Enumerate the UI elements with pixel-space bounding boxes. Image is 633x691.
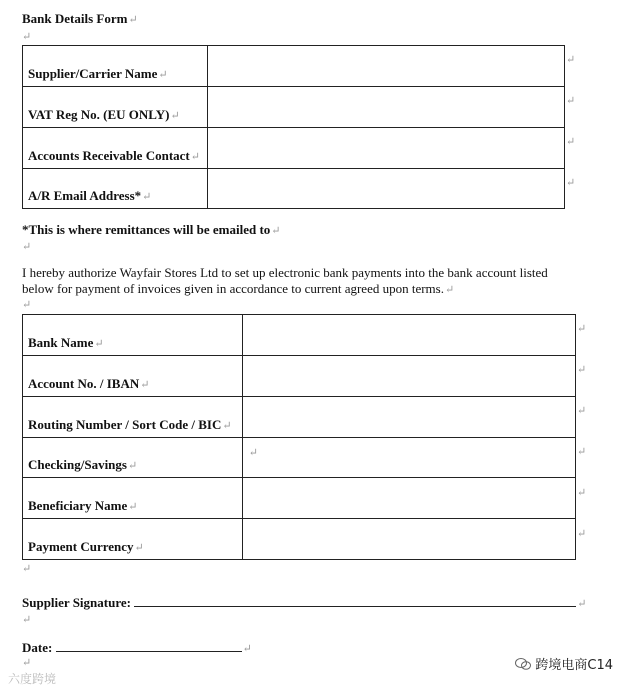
paragraph-mark-icon: ↵ [22,31,32,43]
row-end-mark-icon: ↵ [577,446,587,458]
row-end-mark-icon: ↵ [566,54,576,66]
paragraph-mark-icon: ↵ [128,501,138,513]
bank-name-label: Bank Name↵ [23,315,243,356]
date-row [22,637,252,656]
row-end-mark-icon: ↵ [577,487,587,499]
table-row [23,438,576,478]
table-row [23,356,576,397]
supplier-details-table [22,45,565,209]
paragraph-mark-icon: ↵ [22,241,32,253]
paragraph-mark-icon: ↵ [142,191,152,203]
paragraph-mark-icon: ↵ [22,299,32,311]
ar-email-label: A/R Email Address*↵ [23,169,208,209]
row-end-mark-icon: ↵ [577,323,587,335]
wechat-icon [515,658,531,670]
paragraph-mark-icon: ↵ [222,420,232,432]
paragraph-mark-icon: ↵ [94,338,104,350]
date-label: Date: [22,640,53,655]
ar-contact-field[interactable] [207,128,564,169]
paragraph-mark-icon: ↵ [577,598,587,610]
payment-currency-label: Payment Currency↵ [23,519,243,560]
authorization-text: I hereby authorize Wayfair Stores Ltd to set up electronic bank payments into the bank account listed below for payment of invoices given in accordance to current agreed upon terms.↵ [22,265,548,296]
beneficiary-name-label: Beneficiary Name↵ [23,478,243,519]
watermark-left: 六度跨境 [8,672,57,686]
routing-number-field[interactable] [242,397,575,438]
paragraph-mark-icon: ↵ [22,563,32,575]
checking-savings-field[interactable] [242,438,575,478]
row-end-mark-icon: ↵ [566,136,576,148]
row-end-mark-icon: ↵ [566,177,576,189]
table-row [23,519,576,560]
bank-name-field[interactable] [242,315,575,356]
signature-line[interactable] [134,592,576,607]
checking-savings-label: Checking/Savings↵ [23,438,243,478]
ar-contact-label: Accounts Receivable Contact↵ [23,128,208,169]
row-end-mark-icon: ↵ [577,405,587,417]
row-end-mark-icon: ↵ [577,364,587,376]
row-end-mark-icon: ↵ [566,95,576,107]
supplier-name-field[interactable] [207,46,564,87]
date-line[interactable] [56,637,242,652]
routing-number-label: Routing Number / Sort Code / BIC↵ [23,397,243,438]
table-row [23,478,576,519]
beneficiary-name-field[interactable] [242,478,575,519]
paragraph-mark-icon: ↵ [444,284,455,296]
table-row [23,169,565,209]
account-no-field[interactable] [242,356,575,397]
paragraph-mark-icon: ↵ [158,69,168,81]
paragraph-mark-icon: ↵ [248,447,258,459]
bank-details-table [22,314,576,560]
paragraph-mark-icon: ↵ [134,542,144,554]
paragraph-mark-icon: ↵ [242,643,252,655]
paragraph-mark-icon: ↵ [22,657,32,669]
table-row [23,46,565,87]
paragraph-mark-icon: ↵ [22,614,32,626]
signature-row [22,592,586,611]
ar-email-field[interactable] [207,169,564,209]
form-title: Bank Details Form↵ [22,11,138,26]
supplier-name-label: Supplier/Carrier Name↵ [23,46,208,87]
paragraph-mark-icon: ↵ [170,110,180,122]
signature-label: Supplier Signature: [22,595,131,610]
account-no-label: Account No. / IBAN↵ [23,356,243,397]
paragraph-mark-icon: ↵ [271,225,281,237]
watermark-right: 跨境电商C14 [515,654,613,673]
table-row [23,128,565,169]
table-row [23,397,576,438]
vat-reg-field[interactable] [207,87,564,128]
table-row [23,87,565,128]
paragraph-mark-icon: ↵ [128,14,138,26]
table-row [23,315,576,356]
remittance-note: *This is where remittances will be emailed to↵ [22,222,281,237]
paragraph-mark-icon: ↵ [190,151,200,163]
row-end-mark-icon: ↵ [577,528,587,540]
vat-reg-label: VAT Reg No. (EU ONLY)↵ [23,87,208,128]
paragraph-mark-icon: ↵ [127,460,138,472]
payment-currency-field[interactable] [242,519,575,560]
paragraph-mark-icon: ↵ [140,379,150,391]
